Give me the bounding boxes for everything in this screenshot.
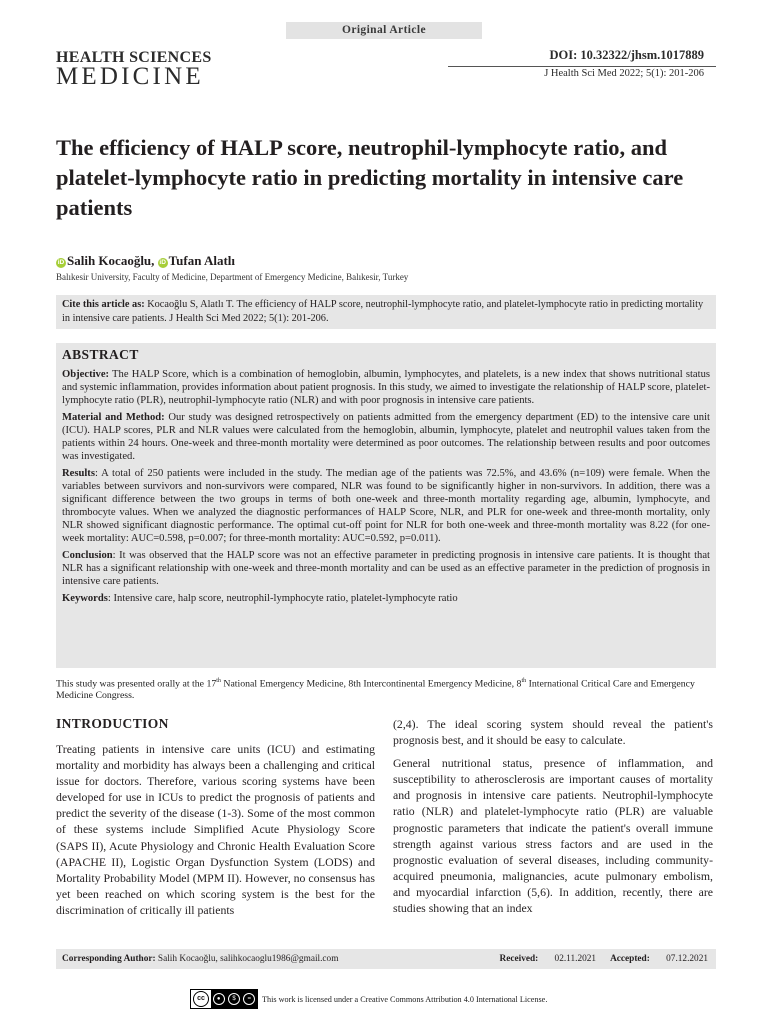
corresponding-label: Corresponding Author: <box>62 954 156 964</box>
author-name[interactable]: Tufan Alatlı <box>168 253 236 268</box>
conclusion-text: : It was observed that the HALP score was not an effective parameter in predicting prognosis in intensive care patients. It is thought that NLR has a significant relationship with one-week and three-month mortality and can be used as an effective parameter in the prediction of prognosis in intensive care patients. <box>62 550 710 587</box>
noncommercial-icon: $ <box>228 993 240 1005</box>
conclusion-label: Conclusion <box>62 550 113 561</box>
orcid-icon[interactable]: iD <box>57 259 65 266</box>
journal-reference: J Health Sci Med 2022; 5(1): 201-206 <box>544 68 704 79</box>
accepted-label: Accepted: <box>610 954 650 964</box>
introduction-heading: INTRODUCTION <box>56 716 169 731</box>
dates <box>486 949 708 969</box>
results-text: : A total of 250 patients were included in the study. The median age of the patients was 72.5%, and 43.6% (n=109) were female. When the variables between survivors and non-survivors were compared, NLR was found to be significantly higher in non-survivors. In addition, there was a significant difference between the two groups in terms of both one-week and three-month mortality regarding age, albumin, lymphocyte, and thrombocyte values. When we analyzed the diagnostic performances of HALP Score, NLR, and PLR for one-week and three-month mortality, only NLR showed significant diagnostic performance. The optimal cut-off point for NLR for both one-week and three-month mortality was 8.22 (for one-week mortality: AUC=0.598, p=0.007; for three-month mortality: AUC=0.592, p=0.011). <box>62 468 710 544</box>
abstract-heading: ABSTRACT <box>62 347 139 362</box>
abstract-conclusion <box>62 549 710 588</box>
cc-badge-dark <box>211 990 257 1008</box>
keywords-text: : Intensive care, halp score, neutrophil-lymphocyte ratio, platelet-lymphocyte ratio <box>107 593 458 604</box>
accepted-value: 07.12.2021 <box>663 954 708 964</box>
abstract-methods <box>62 411 710 463</box>
journal-logo-top: HEALTH SCIENCES <box>56 49 212 66</box>
body-paragraph: General nutritional status, presence of inflammation, and susceptibility to atherosclerosis are important causes of mortality and prognosis in intensive care patients. Neutrophil-lymphocyte ratio (NLR) and platelet-lymphocyte ratio (PLR) are valuable prognostic parameters that indicate the patient's overall immune strength against various stress factors and are used in the prognostic evaluation of several diseases, including community-acquired pneumonia, malignancies, acute pulmonary embolism, and myocardial infarction (5,6). In addition, recently, there are studies showing that an index <box>393 756 713 916</box>
corresponding-text[interactable]: Salih Kocaoğlu, salihkocaoglu1986@gmail.com <box>155 954 339 964</box>
note-text: This study was presented orally at the 17 <box>56 678 217 690</box>
methods-label: Material and Method: <box>62 412 165 423</box>
header-divider <box>448 66 716 67</box>
license-text[interactable]: This work is licensed under a Creative Commons Attribution 4.0 International License. <box>262 994 548 1004</box>
accepted-date <box>610 954 708 964</box>
body-paragraph: Treating patients in intensive care units (ICU) and estimating mortality and morbidity has always been a challenging and critical issue for doctors. Therefore, various scoring systems have been developed for use in ICUs to predict the prognosis of patients and predict the severity of the disease (1-3). Some of the most common of these systems include Simplified Acute Physiology Score (SAPS II), Acute Physiology and Chronic Health Evaluation Score (APACHE II), Logistic Organ Dysfunction System (LODS) and Mortality Probability Model (MPM II). However, no consensus has yet been reached on which scoring system is the best for the discrimination of critically ill patients <box>56 742 375 917</box>
received-value: 02.11.2021 <box>552 954 597 964</box>
abstract-box <box>56 343 716 668</box>
journal-logo-bottom: MEDICINE <box>56 63 204 90</box>
note-text: International Critical Care and Emergency Medicine Congress. <box>56 678 695 702</box>
abstract-keywords <box>62 592 710 605</box>
correspondence-box <box>56 949 716 969</box>
article-title: The efficiency of HALP score, neutrophil-lymphocyte ratio, and platelet-lymphocyte ratio in predicting mortality in intensive care patients <box>56 135 684 220</box>
body-paragraph: (2,4). The ideal scoring system should reveal the patient's prognosis best, and it should be easy to calculate. <box>393 717 713 748</box>
citation-label: Cite this article as: <box>62 299 145 310</box>
author-name[interactable]: Salih Kocaoğlu, <box>67 253 155 268</box>
abstract-objective <box>62 368 710 407</box>
body-column-left <box>56 716 375 925</box>
author-list <box>56 253 235 269</box>
note-text: National Emergency Medicine, 8th Intercontinental Emergency Medicine, 8 <box>220 678 522 690</box>
note-sup: th <box>521 678 527 684</box>
received-label: Received: <box>499 954 539 964</box>
noderivs-icon: = <box>243 993 255 1005</box>
results-label: Results <box>62 468 95 479</box>
keywords-label: Keywords <box>62 593 108 604</box>
received-date <box>500 954 597 964</box>
note-sup: th <box>216 678 221 684</box>
article-type-banner: Original Article <box>286 22 482 39</box>
affiliation: Balıkesir University, Faculty of Medicine, Department of Emergency Medicine, Balıkesir, Turkey <box>56 272 409 282</box>
methods-text: Our study was designed retrospectively on patients admitted from the emergency department (ED) to the intensive care unit (ICU). HALP scores, PLR and NLR values were calculated from the hemoglobin, albumin, lymphocyte, platelet and neutrophil values taken from the patients within 24 hours. One-week and three-month mortality were determined as poor outcomes. The relationship between results and poor outcomes was investigated. <box>62 412 710 462</box>
body-column-right <box>393 716 713 923</box>
citation-text: Kocaoğlu S, Alatlı T. The efficiency of HALP score, neutrophil-lymphocyte ratio, and platelet-lymphocyte ratio in predicting mortality in intensive care patients. J Health Sci Med 2022; 5(1): 201-206. <box>62 299 704 324</box>
cc-by-license-icon[interactable] <box>190 989 258 1009</box>
cc-icon: cc <box>193 991 209 1007</box>
presentation-note <box>56 675 716 702</box>
citation-box <box>56 295 716 329</box>
attribution-icon: ● <box>213 993 225 1005</box>
objective-text: The HALP Score, which is a combination of hemoglobin, albumin, lymphocytes, and platelets, is a new index that shows nutritional status and systemic inflammation, provides information about patient prognosis. In this study, we aimed to investigate the relationship of HALP score, platelet-lymphocyte ratio (PLR), neutrophil-lymphocyte ratio (NLR) and with poor prognosis in intensive care patients. <box>62 369 710 406</box>
license-row <box>190 988 547 1010</box>
orcid-icon[interactable]: iD <box>159 259 166 266</box>
objective-label: Objective: <box>62 369 110 380</box>
abstract-results <box>62 467 710 545</box>
doi[interactable]: DOI: 10.32322/jhsm.1017889 <box>549 48 704 62</box>
